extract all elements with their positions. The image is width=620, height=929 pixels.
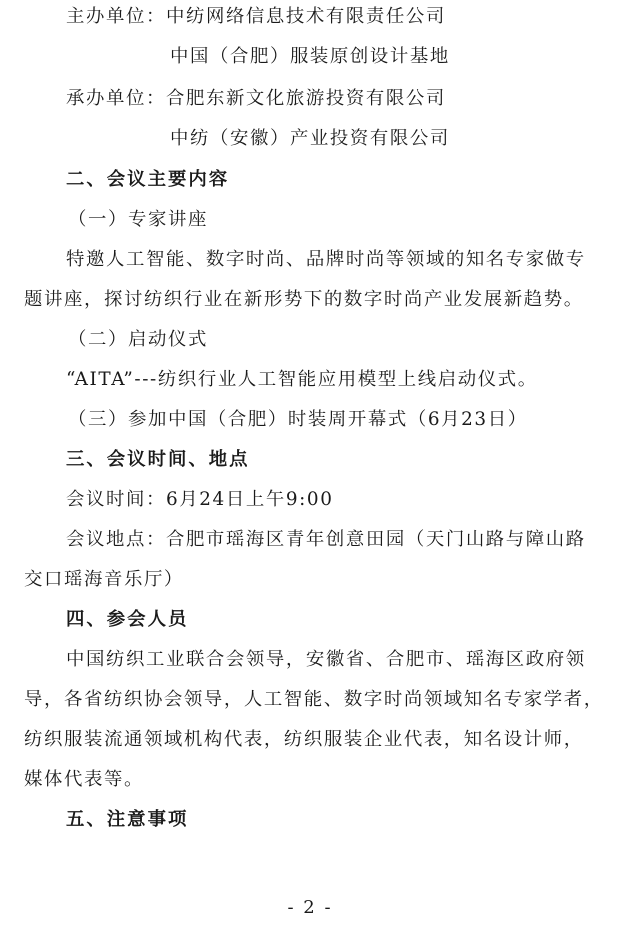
co-organizer-label: 承办单位： [66,88,166,109]
meeting-venue-cont: 交口瑶海音乐厅） [24,569,184,590]
section-heading-4: 四、参会人员 [66,609,189,630]
body-line: 中国纺织工业联合会领导，安徽省、合肥市、瑶海区政府领 [66,649,586,670]
meeting-venue: 会议地点：合肥市瑶海区青年创意田园（天门山路与障山路 [66,529,586,550]
subheading-3: （三）参加中国（合肥）时装周开幕式（6月23日） [68,409,528,430]
body-line: 导，各省纺织协会领导，人工智能、数字时尚领域知名专家学者， [24,689,604,710]
organizer-label: 主办单位： [66,6,166,27]
meeting-time: 会议时间：6月24日上午9:00 [66,489,334,510]
body-line: 特邀人工智能、数字时尚、品牌时尚等领域的知名专家做专 [66,249,586,270]
section-heading-3: 三、会议时间、地点 [66,449,250,470]
section-heading-5: 五、注意事项 [66,809,189,830]
organizer-line [66,5,446,29]
co-organizer-line [66,87,446,111]
body-line: 题讲座，探讨纺织行业在新形势下的数字时尚产业发展新趋势。 [24,289,584,310]
page-number: - 2 - [287,897,333,918]
organizer-name-1: 中纺网络信息技术有限责任公司 [165,6,446,27]
organizer-name-2: 中国（合肥）服装原创设计基地 [170,46,450,67]
subheading-1: （一）专家讲座 [68,209,208,230]
body-line: “AITA”---纺织行业人工智能应用模型上线启动仪式。 [66,369,538,390]
subheading-2: （二）启动仪式 [68,329,208,350]
body-line: 媒体代表等。 [24,769,144,790]
co-organizer-name-1: 合肥东新文化旅游投资有限公司 [165,88,446,109]
section-heading-2: 二、会议主要内容 [66,169,230,190]
co-organizer-name-2: 中纺（安徽）产业投资有限公司 [170,128,450,149]
body-line: 纺织服装流通领域机构代表，纺织服装企业代表，知名设计师， [24,729,584,750]
